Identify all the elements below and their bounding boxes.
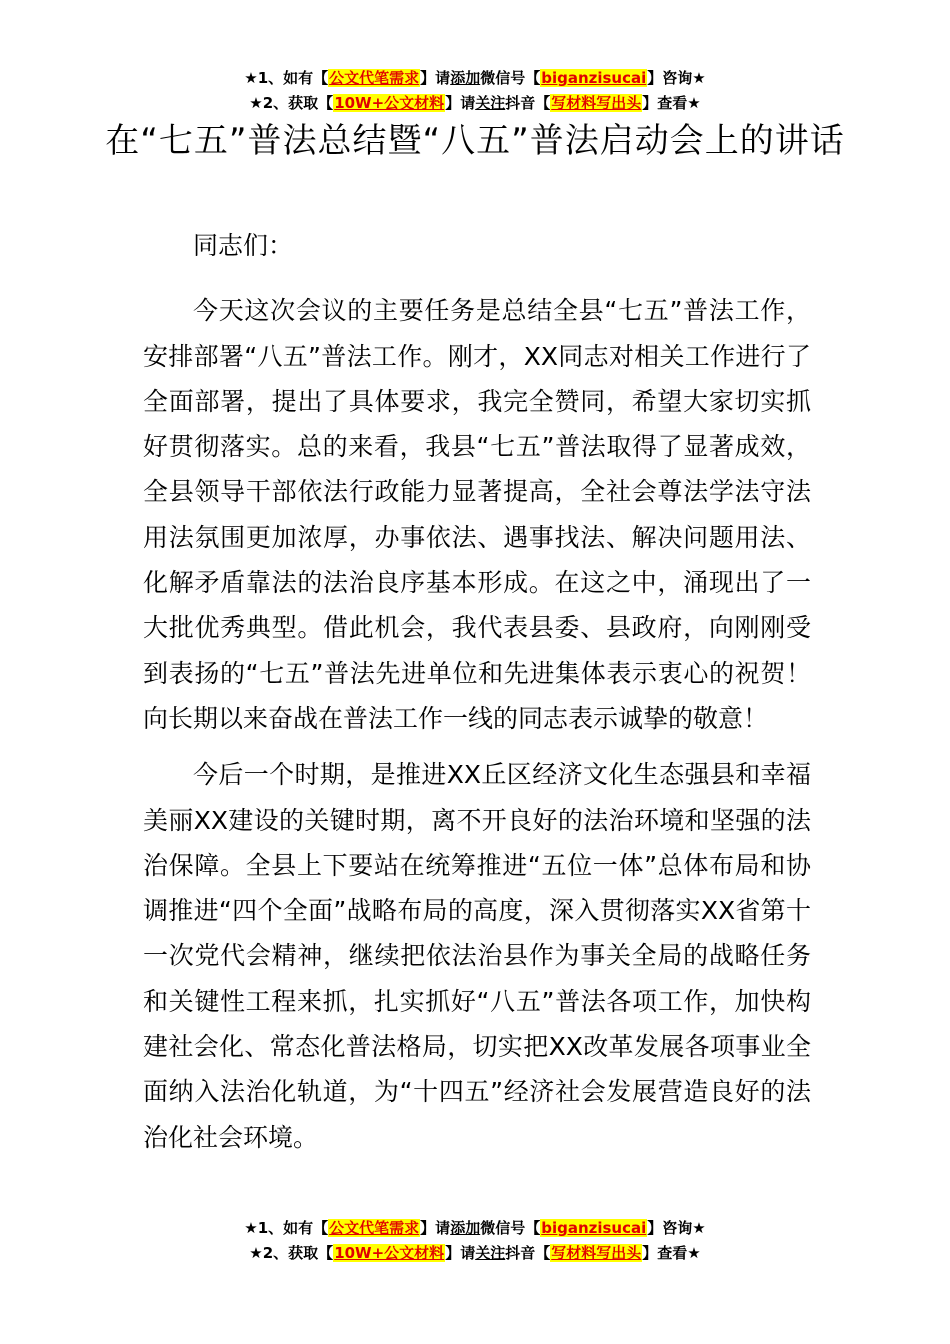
promo-highlight: 10W+公文材料 [334,94,445,112]
promo-text: 微信号【 [480,1219,541,1237]
promo-text: 】咨询★ [647,69,706,87]
promo-underline-text: 添加 [450,69,481,87]
promo-underline-text: 关注 [475,1244,506,1262]
promo-text: ★1、如有【 [244,69,329,87]
promo-text: ★1、如有【 [244,1219,329,1237]
promo-line-2 [0,91,950,116]
promo-text: ★2、获取【 [249,94,334,112]
promo-text: 】请 [445,94,476,112]
promo-line-1 [0,66,950,91]
promo-text: 】请 [420,1219,451,1237]
document-body [143,223,811,1171]
promo-underline-text: 关注 [475,94,506,112]
promo-line-1 [0,1216,950,1241]
promo-highlight: 公文代笔需求 [329,1219,420,1237]
promo-highlight: 10W+公文材料 [334,1244,445,1262]
promo-text: ★2、获取【 [249,1244,334,1262]
promo-highlight: biganzisucai [541,1219,647,1237]
promo-text: 微信号【 [480,69,541,87]
promo-text: 】请 [445,1244,476,1262]
promo-text: 】查看★ [642,94,701,112]
promo-text: 】咨询★ [647,1219,706,1237]
promo-banner-bottom [0,1216,950,1266]
body-paragraph-1: 今天这次会议的主要任务是总结全县“七五”普法工作，安排部署“八五”普法工作。刚才，XX同志对相关工作进行了全面部署，提出了具体要求，我完全赞同，希望大家切实抓好贯彻落实。总的来看，我县“七五”普法取得了显著成效，全县领导干部依法行政能力显著提高，全社会尊法学法守法用法氛围更加浓厚，办事依法、遇事找法、解决问题用法、化解矛盾靠法的法治良序基本形成。在这之中，涌现出了一大批优秀典型。借此机会，我代表县委、县政府，向刚刚受到表扬的“七五”普法先进单位和先进集体表示衷心的祝贺！向长期以来奋战在普法工作一线的同志表示诚挚的敬意！ [143,296,811,733]
promo-banner-top [0,66,950,116]
body-paragraph-2: 今后一个时期，是推进XX丘区经济文化生态强县和幸福美丽XX建设的关键时期，离不开良好的法治环境和坚强的法治保障。全县上下要站在统筹推进“五位一体”总体布局和协调推进“四个全面”战略布局的高度，深入贯彻落实XX省第十一次党代会精神，继续把依法治县作为事关全局的战略任务和关键性工程来抓，扎实抓好“八五”普法各项工作，加快构建社会化、常态化普法格局，切实把XX改革发展各项事业全面纳入法治化轨道，为“十四五”经济社会发展营造良好的法治化社会环境。 [143,760,811,1152]
promo-text: 抖音【 [505,94,551,112]
promo-highlight: 写材料写出头 [551,94,642,112]
promo-text: 】请 [420,69,451,87]
document-title: 在“七五”普法总结暨“八五”普法启动会上的讲话 [105,121,845,161]
promo-highlight: 写材料写出头 [551,1244,642,1262]
promo-underline-text: 添加 [450,1219,481,1237]
promo-line-2 [0,1241,950,1266]
promo-text: 抖音【 [505,1244,551,1262]
promo-highlight: 公文代笔需求 [329,69,420,87]
promo-highlight: biganzisucai [541,69,647,87]
promo-text: 】查看★ [642,1244,701,1262]
greeting: 同志们： [193,231,294,260]
